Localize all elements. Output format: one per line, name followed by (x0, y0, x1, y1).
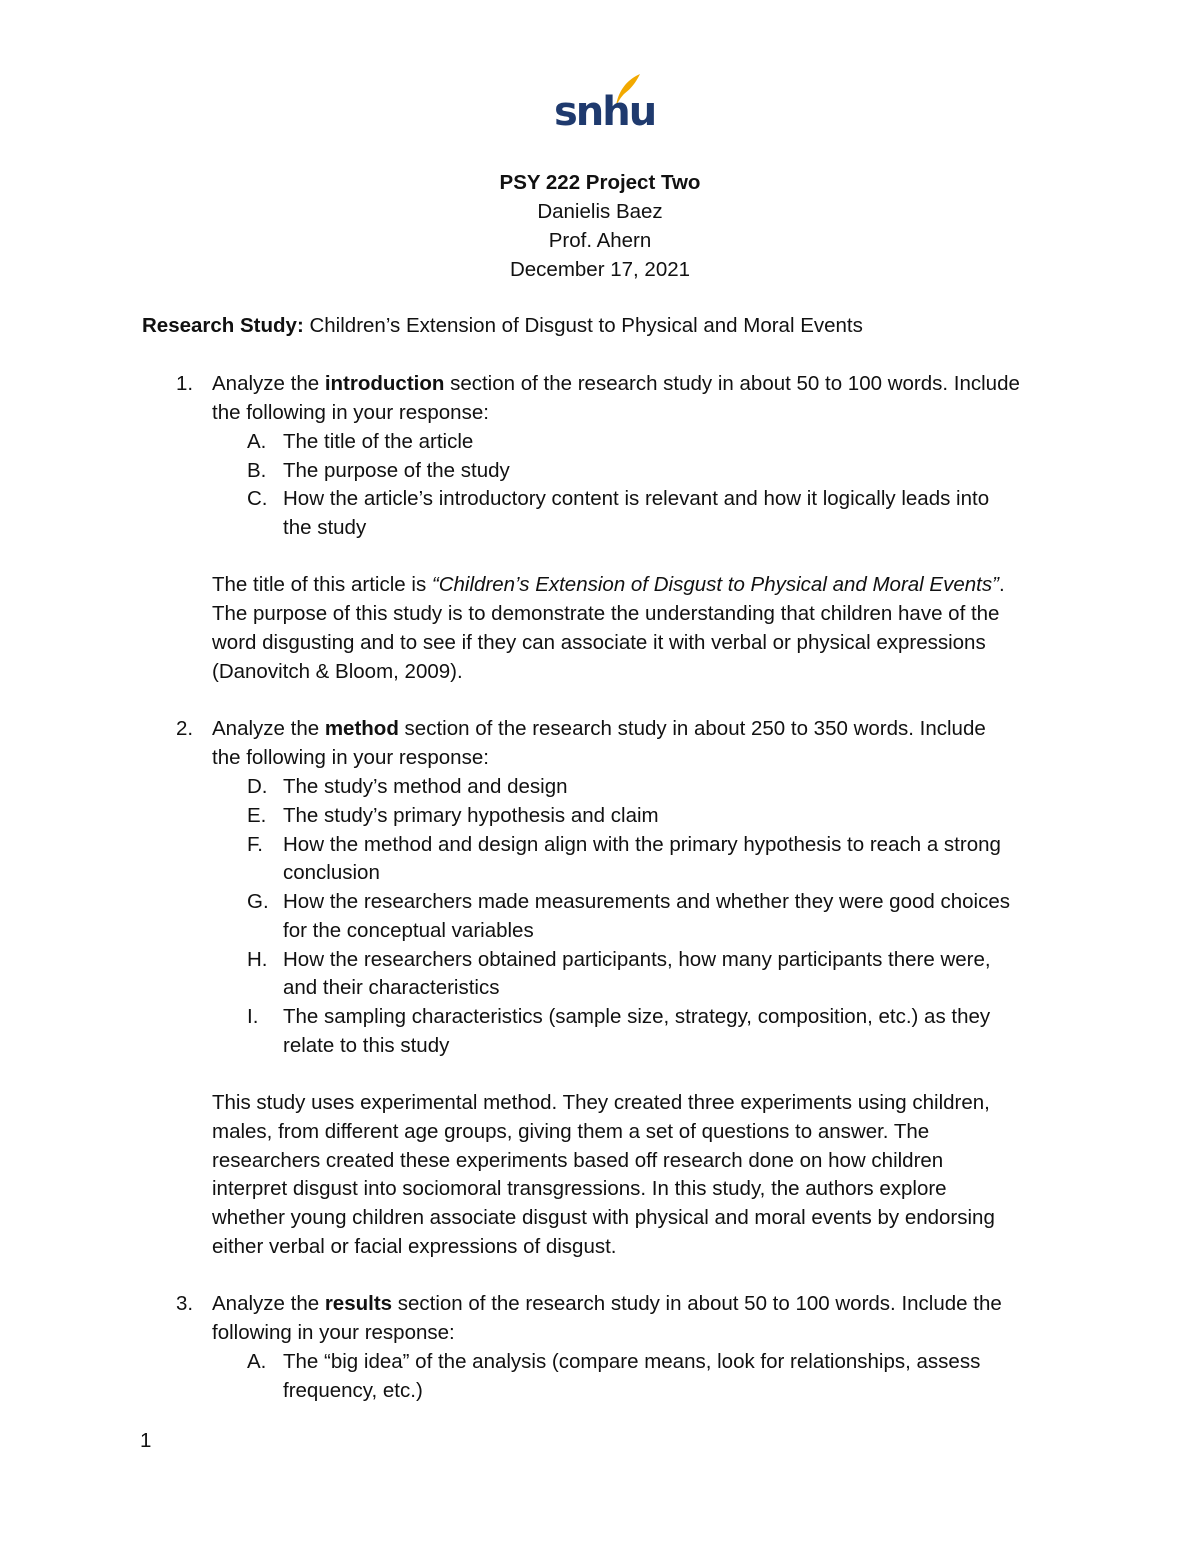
q1-number: 1. (176, 372, 194, 395)
q2-item-text: How the method and design align with the primary hypothesis to reach a strong (283, 833, 1001, 856)
q3-keyword: results (324, 1292, 393, 1315)
q2-item-letter: I. (247, 1005, 259, 1028)
q2-item-letter: F. (247, 833, 263, 856)
q2-item-text: relate to this study (283, 1034, 450, 1057)
q3-number: 3. (176, 1292, 194, 1315)
q1-prompt-line2: the following in your response: (212, 401, 489, 424)
q2-item-text: for the conceptual variables (283, 919, 534, 942)
q1-item-letter: B. (247, 459, 267, 482)
q2-item-text: How the researchers made measurements and whether they were good choices (283, 890, 1010, 913)
document-title: PSY 222 Project Two (499, 171, 701, 194)
q2-keyword: method (324, 717, 399, 740)
q1-answer-line: word disgusting and to see if they can associate it with verbal or physical expressions (212, 631, 986, 654)
q2-item-text: The sampling characteristics (sample size, strategy, composition, etc.) as they (283, 1005, 991, 1028)
q2-item-letter: G. (247, 890, 269, 913)
author-name: Danielis Baez (537, 200, 663, 223)
q1-keyword: introduction (324, 372, 445, 395)
q3-post: section of the research study in about 50 to 100 words. Include the (392, 1292, 1002, 1315)
q3-prompt-line1 (212, 1289, 1002, 1318)
q2-answer-line: either verbal or facial expressions of disgust. (212, 1235, 617, 1258)
q2-prompt-line1 (212, 714, 986, 743)
q1-answer-line: (Danovitch & Bloom, 2009). (212, 660, 463, 683)
snhu-logo (554, 72, 656, 135)
header-block (0, 168, 1200, 284)
q1-answer-pre: The title of this article is (212, 573, 432, 596)
research-study-label: Research Study: (142, 314, 304, 337)
q2-item-letter: E. (247, 804, 267, 827)
q2-prompt-line2: the following in your response: (212, 746, 489, 769)
q2-item-letter: D. (247, 775, 268, 798)
research-study-title: Children’s Extension of Disgust to Physical and Moral Events (303, 314, 863, 337)
q1-answer-line (212, 570, 1005, 599)
q1-post: section of the research study in about 50 to 100 words. Include (444, 372, 1020, 395)
q1-item-text: The title of the article (283, 430, 474, 453)
q2-item-text: The study’s method and design (283, 775, 568, 798)
page-number: 1 (140, 1429, 152, 1452)
q1-item-letter: C. (247, 487, 268, 510)
q1-item-text: the study (283, 516, 367, 539)
q2-item-letter: H. (247, 948, 268, 971)
q3-item-letter: A. (247, 1350, 267, 1373)
research-study-line (142, 311, 863, 340)
q1-item-text: How the article’s introductory content is relevant and how it logically leads into (283, 487, 990, 510)
q3-pre: Analyze the (212, 1292, 325, 1315)
q1-answer-article-title: “Children’s Extension of Disgust to Physical and Moral Events” (431, 573, 999, 596)
q2-answer-line: males, from different age groups, giving them a set of questions to answer. The (212, 1120, 930, 1143)
q2-item-text: and their characteristics (283, 976, 500, 999)
q2-answer-line: interpret disgust into sociomoral transgressions. In this study, the authors explore (212, 1177, 947, 1200)
q1-pre: Analyze the (212, 372, 325, 395)
q1-item-text: The purpose of the study (283, 459, 510, 482)
q3-prompt-line2: following in your response: (212, 1321, 455, 1344)
q1-prompt-line1 (212, 369, 1020, 398)
q2-item-text: conclusion (283, 861, 380, 884)
q2-item-text: The study’s primary hypothesis and claim (283, 804, 659, 827)
q2-post: section of the research study in about 250 to 350 words. Include (398, 717, 986, 740)
logo-wordmark: snhu (554, 89, 656, 135)
q2-answer-line: researchers created these experiments based off research done on how children (212, 1149, 944, 1172)
q2-answer-line: This study uses experimental method. They created three experiments using children, (212, 1091, 990, 1114)
q1-answer-post: . (998, 573, 1005, 596)
q1-item-letter: A. (247, 430, 267, 453)
q2-number: 2. (176, 717, 194, 740)
q2-pre: Analyze the (212, 717, 325, 740)
q1-answer-line: The purpose of this study is to demonstrate the understanding that children have of the (212, 602, 1000, 625)
q3-item-text: frequency, etc.) (283, 1379, 423, 1402)
q3-item-text: The “big idea” of the analysis (compare means, look for relationships, assess (283, 1350, 981, 1373)
q2-item-text: How the researchers obtained participants, how many participants there were, (283, 948, 991, 971)
q2-answer-line: whether young children associate disgust with physical and moral events by endorsing (212, 1206, 995, 1229)
professor-name: Prof. Ahern (548, 229, 652, 252)
document-date: December 17, 2021 (509, 258, 691, 281)
